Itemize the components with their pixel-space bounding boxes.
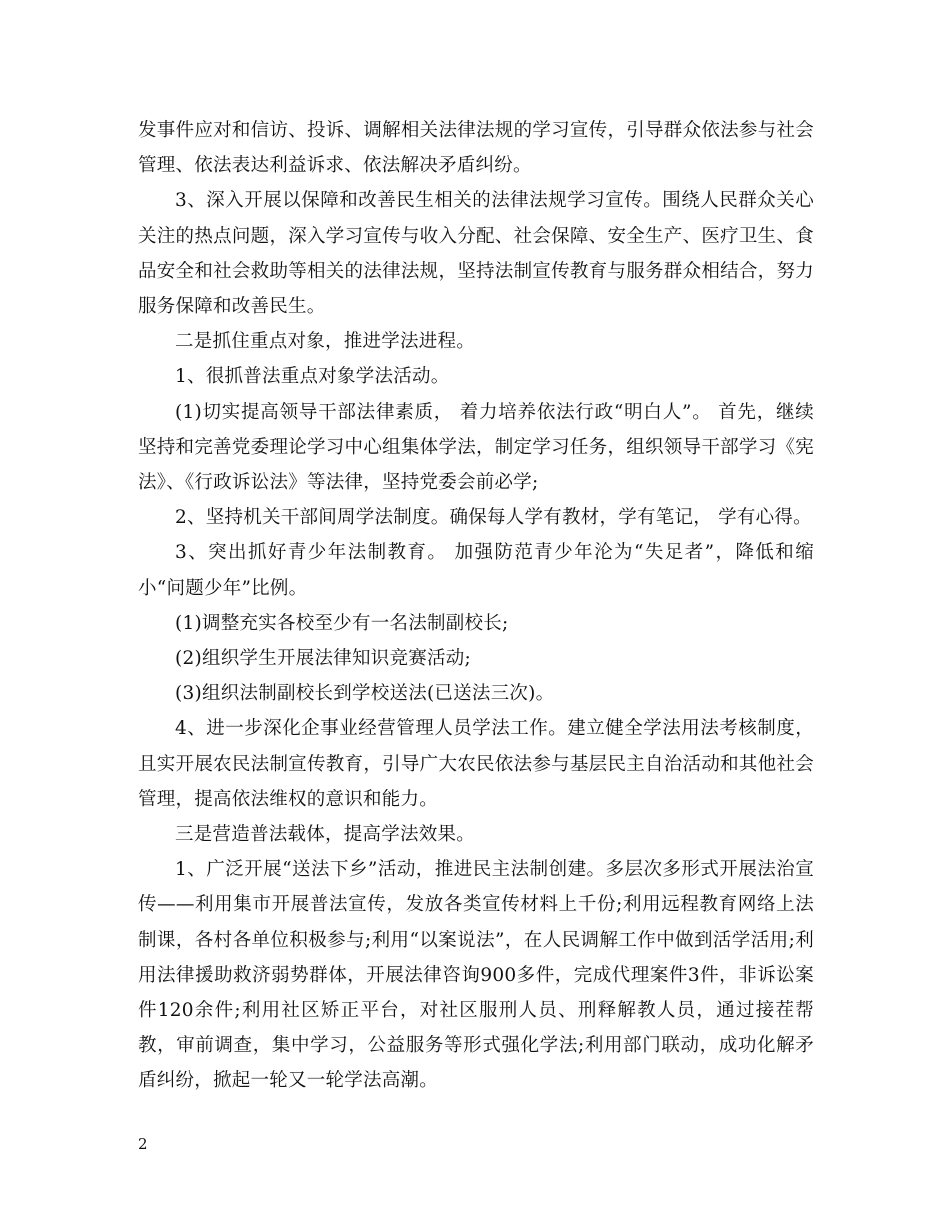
paragraph: 1、很抓普法重点对象学法活动。: [175, 366, 450, 388]
list-item: (1)调整充实各校至少有一名法制副校长;: [175, 612, 509, 634]
paragraph: 3、突出抓好青少年法制教育。 加强防范青少年沦为“失足者”，降低和缩小“问题少年”比例。: [138, 542, 814, 599]
list-item: (2)组织学生开展法律知识竞赛活动;: [175, 648, 471, 670]
paragraph: 3、深入开展以保障和改善民生相关的法律法规学习宣传。围绕人民群众关心关注的热点问题，深入学习宣传与收入分配、社会保障、安全生产、医疗卫生、食品安全和社会救助等相关的法律法规，坚持法制宣传教育与服务群众相结合，努力服务保障和改善民生。: [138, 190, 814, 318]
document-body: [138, 113, 814, 1099]
section-heading: 二是抓住重点对象，推进学法进程。: [175, 331, 476, 353]
list-item: (3)组织法制副校长到学校送法(已送法三次)。: [175, 683, 555, 705]
page-number: 2: [138, 1135, 148, 1153]
section-heading: 三是营造普法载体，提高学法效果。: [175, 824, 476, 846]
paragraph: 4、进一步深化企事业经营管理人员学法工作。建立健全学法用法考核制度，且实开展农民法制宣传教育，引导广大农民依法参与基层民主自治活动和其他社会管理，提高依法维权的意识和能力。: [138, 718, 814, 810]
paragraph: 1、广泛开展“送法下乡”活动，推进民主法制创建。多层次多形式开展法治宣传——利用集市开展普法宣传，发放各类宣传材料上千份;利用远程教育网络上法制课，各村各单位积极参与;利用“以案说法”，在人民调解工作中做到活学活用;利用法律援助救济弱势群体，开展法律咨询900多件，完成代理案件3件，非诉讼案件120余件;利用社区矫正平台，对社区服刑人员、刑释解教人员，通过接茬帮教，审前调查，集中学习，公益服务等形式强化学法;利用部门联动，成功化解矛盾纠纷，掀起一轮又一轮学法高潮。: [138, 859, 814, 1092]
paragraph: 2、坚持机关干部间周学法制度。确保每人学有教材，学有笔记， 学有心得。: [175, 507, 812, 529]
paragraph: 发事件应对和信访、投诉、调解相关法律法规的学习宣传，引导群众依法参与社会管理、依法表达利益诉求、依法解决矛盾纠纷。: [138, 120, 814, 177]
paragraph: (1)切实提高领导干部法律素质， 着力培养依法行政“明白人”。 首先，继续坚持和完善党委理论学习中心组集体学法，制定学习任务，组织领导干部学习《宪法》、《行政诉讼法》等法律，坚持党委会前必学;: [138, 401, 814, 494]
